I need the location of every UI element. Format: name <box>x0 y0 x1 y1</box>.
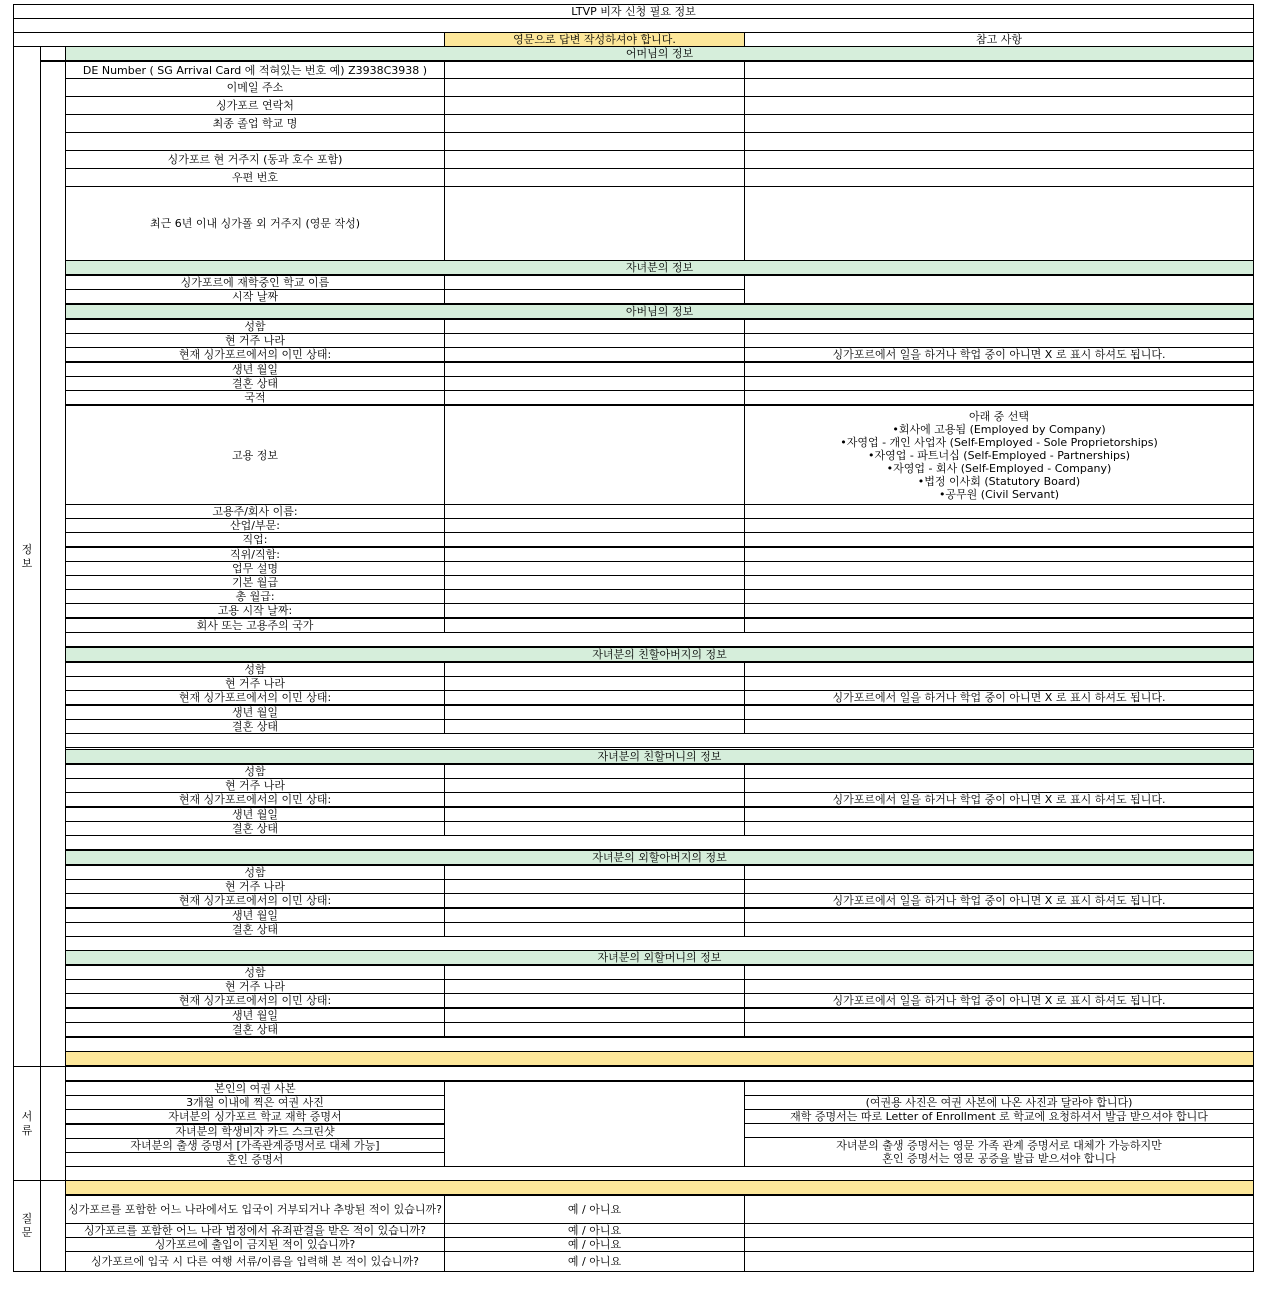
child-start-date-answer-field[interactable] <box>444 289 745 304</box>
relative-2-dob-label: 생년 월일 <box>65 908 445 923</box>
relative-0-name-label: 성함 <box>65 662 445 677</box>
relative-2-name-answer-field[interactable] <box>444 865 745 880</box>
question-convicted-answer[interactable]: 예 / 아니요 <box>444 1223 745 1238</box>
relative-2-dob-note <box>744 908 1254 923</box>
relative-0-name-answer-field[interactable] <box>444 662 745 677</box>
relative-0-name-note <box>744 662 1254 677</box>
doc-student-pass: 자녀분의 학생비자 카드 스크린샷 <box>65 1124 445 1139</box>
docs-answer-area[interactable] <box>444 1081 745 1167</box>
position-answer-field[interactable] <box>444 547 745 562</box>
relative-3-dob-answer-field[interactable] <box>444 1008 745 1023</box>
relative-1-country-note <box>744 778 1254 793</box>
relative-2-country-answer-field[interactable] <box>444 879 745 894</box>
separator-yellow-2 <box>65 1180 1254 1195</box>
relative-1-name-label: 성함 <box>65 764 445 779</box>
mother-section-header: 어머님의 정보 <box>65 46 1254 61</box>
father-status-note: 싱가포르에서 일을 하거나 학업 중이 아니면 X 로 표시 하셔도 됩니다. <box>744 347 1254 362</box>
relative-1-dob-note <box>744 807 1254 822</box>
total-salary-note <box>744 589 1254 604</box>
relative-1-dob-answer-field[interactable] <box>444 807 745 822</box>
father-employment-note: 아래 중 선택 •회사에 고용됨 (Employed by Company) •자영업 - 개인 사업자 (Self-Employed - Sole Proprietorships) •자영업 - 파트너십 (Self-Employed - Partnerships) •자영업 - 회사 (Self-Employed - Company) •법정 이사회 (Statutory Board) •공무원 (Civil Servant) <box>744 405 1254 505</box>
blank-row <box>65 835 1254 850</box>
last-school-answer-field[interactable] <box>444 114 745 133</box>
relative-0-country-answer-field[interactable] <box>444 676 745 691</box>
relative-1-status-label: 현재 싱가포르에서의 이민 상태: <box>65 792 445 807</box>
relative-2-status-answer-field[interactable] <box>444 893 745 908</box>
relative-2-marital-label: 결혼 상태 <box>65 922 445 937</box>
sg-address-label: 싱가포르 현 거주지 (동과 호수 포함) <box>65 150 445 169</box>
father-marital-label: 결혼 상태 <box>65 376 445 391</box>
position-note <box>744 547 1254 562</box>
base-salary-label: 기본 월급 <box>65 575 445 590</box>
father-employment-answer-field[interactable] <box>444 405 745 505</box>
employer-name-note <box>744 504 1254 519</box>
relative-0-dob-answer-field[interactable] <box>444 705 745 720</box>
employer-name-answer-field[interactable] <box>444 504 745 519</box>
relative-0-status-note: 싱가포르에서 일을 하거나 학업 중이 아니면 X 로 표시 하셔도 됩니다. <box>744 690 1254 705</box>
relative-3-marital-answer-field[interactable] <box>444 1022 745 1037</box>
note-column-header: 참고 사항 <box>744 32 1254 47</box>
de-number-label: DE Number ( SG Arrival Card 에 적혀있는 번호 예) Z3938C3938 ) <box>65 61 445 79</box>
relative-2-dob-answer-field[interactable] <box>444 908 745 923</box>
duties-label: 업무 설명 <box>65 561 445 576</box>
relative-2-status-note: 싱가포르에서 일을 하거나 학업 중이 아니면 X 로 표시 하셔도 됩니다. <box>744 893 1254 908</box>
duties-answer-field[interactable] <box>444 561 745 576</box>
question-other-documents-label: 싱가포르에 입국 시 다른 여행 서류/이름을 입력해 본 적이 있습니까? <box>65 1251 445 1272</box>
employer-country-answer-field[interactable] <box>444 618 745 633</box>
doc-passport-photo: 3개월 이내에 찍은 여권 사진 <box>65 1095 445 1110</box>
blank-row <box>65 936 1254 951</box>
sg-contact-answer-field[interactable] <box>444 96 745 115</box>
sg-contact-note <box>744 96 1254 115</box>
relative-0-dob-note <box>744 705 1254 720</box>
child-school-label: 싱가포르에 재학중인 학교 이름 <box>65 275 445 290</box>
relative-0-marital-answer-field[interactable] <box>444 719 745 734</box>
doc-enrollment: 자녀분의 싱가포르 학교 재학 증명서 <box>65 1109 445 1124</box>
relative-3-country-label: 현 거주 나라 <box>65 979 445 994</box>
father-name-label: 성함 <box>65 319 445 334</box>
relative-0-section-header: 자녀분의 친할아버지의 정보 <box>65 647 1254 662</box>
doc-passport-copy: 본인의 여권 사본 <box>65 1081 445 1096</box>
employ-start-label: 고용 시작 날짜: <box>65 603 445 618</box>
relative-0-status-label: 현재 싱가포르에서의 이민 상태: <box>65 690 445 705</box>
child-note <box>744 275 1254 304</box>
blank-1-note <box>744 132 1254 151</box>
email-label: 이메일 주소 <box>65 78 445 97</box>
relative-3-section-header: 자녀분의 외할머니의 정보 <box>65 950 1254 965</box>
child-start-date-label: 시작 날짜 <box>65 289 445 304</box>
father-name-note <box>744 319 1254 334</box>
relative-0-status-answer-field[interactable] <box>444 690 745 705</box>
employer-country-label: 회사 또는 고용주의 국가 <box>65 618 445 633</box>
relative-2-name-note <box>744 865 1254 880</box>
last-school-label: 최종 졸업 학교 명 <box>65 114 445 133</box>
relative-3-dob-note <box>744 1008 1254 1023</box>
father-country-answer-field[interactable] <box>444 333 745 348</box>
relative-1-name-answer-field[interactable] <box>444 764 745 779</box>
header-blank <box>13 32 445 47</box>
relative-3-name-answer-field[interactable] <box>444 965 745 980</box>
relative-2-country-label: 현 거주 나라 <box>65 879 445 894</box>
question-banned-note <box>744 1237 1254 1252</box>
father-dob-answer-field[interactable] <box>444 362 745 377</box>
past-address-note <box>744 186 1254 261</box>
father-nationality-label: 국적 <box>65 390 445 405</box>
de-number-answer-field[interactable] <box>444 61 745 79</box>
father-status-label: 현재 싱가포르에서의 이민 상태: <box>65 347 445 362</box>
relative-0-country-note <box>744 676 1254 691</box>
relative-1-marital-answer-field[interactable] <box>444 821 745 836</box>
relative-3-marital-note <box>744 1022 1254 1037</box>
blank-row <box>65 733 1254 748</box>
postal-code-label: 우편 번호 <box>65 168 445 187</box>
father-nationality-note <box>744 390 1254 405</box>
father-country-label: 현 거주 나라 <box>65 333 445 348</box>
question-other-documents-note <box>744 1251 1254 1272</box>
doc-note-blank <box>744 1081 1254 1096</box>
question-convicted-label: 싱가포르를 포함한 어느 나라 법정에서 유죄판결을 받은 적이 있습니까? <box>65 1223 445 1238</box>
visa-form-sheet <box>13 4 1253 1271</box>
relative-2-status-label: 현재 싱가포르에서의 이민 상태: <box>65 893 445 908</box>
email-answer-field[interactable] <box>444 78 745 97</box>
total-salary-label: 총 월급: <box>65 589 445 604</box>
father-nationality-answer-field[interactable] <box>444 390 745 405</box>
spacer-row <box>13 18 1254 33</box>
relative-0-dob-label: 생년 월일 <box>65 705 445 720</box>
relative-0-marital-label: 결혼 상태 <box>65 719 445 734</box>
info-side-label: 정 보 <box>13 46 41 1067</box>
father-status-answer-field[interactable] <box>444 347 745 362</box>
relative-1-status-note: 싱가포르에서 일을 하거나 학업 중이 아니면 X 로 표시 하셔도 됩니다. <box>744 792 1254 807</box>
relative-0-marital-note <box>744 719 1254 734</box>
gutter-questions <box>40 1180 66 1272</box>
separator-yellow <box>65 1051 1254 1066</box>
questions-side-label: 질 문 <box>13 1180 41 1272</box>
docs-blank-row <box>65 1066 1254 1081</box>
docs-bottom-blank <box>65 1166 1254 1181</box>
employer-name-label: 고용주/회사 이름: <box>65 504 445 519</box>
employ-start-note <box>744 603 1254 618</box>
total-salary-answer-field[interactable] <box>444 589 745 604</box>
child-school-answer-field[interactable] <box>444 275 745 290</box>
position-label: 직위/직함: <box>65 547 445 562</box>
child-section-header: 자녀분의 정보 <box>65 260 1254 275</box>
relative-3-status-note: 싱가포르에서 일을 하거나 학업 중이 아니면 X 로 표시 하셔도 됩니다. <box>744 993 1254 1008</box>
relative-1-marital-note <box>744 821 1254 836</box>
relative-3-marital-label: 결혼 상태 <box>65 1022 445 1037</box>
base-salary-note <box>744 575 1254 590</box>
relative-3-status-label: 현재 싱가포르에서의 이민 상태: <box>65 993 445 1008</box>
blank-1-answer-field[interactable] <box>444 132 745 151</box>
relative-3-status-answer-field[interactable] <box>444 993 745 1008</box>
relative-2-name-label: 성함 <box>65 865 445 880</box>
father-name-answer-field[interactable] <box>444 319 745 334</box>
doc-note-blank-2 <box>744 1123 1254 1138</box>
relative-2-section-header: 자녀분의 외할아버지의 정보 <box>65 850 1254 865</box>
industry-label: 산업/부문: <box>65 518 445 533</box>
gutter-info <box>40 61 66 1067</box>
industry-answer-field[interactable] <box>444 518 745 533</box>
employer-country-note <box>744 618 1254 633</box>
postal-code-answer-field[interactable] <box>444 168 745 187</box>
father-employment-label: 고용 정보 <box>65 405 445 505</box>
docs-side-label: 서 류 <box>13 1066 41 1181</box>
blank-row <box>65 1037 1254 1052</box>
sg-address-answer-field[interactable] <box>444 150 745 169</box>
question-banned-answer[interactable]: 예 / 아니요 <box>444 1237 745 1252</box>
employ-start-answer-field[interactable] <box>444 603 745 618</box>
last-school-note <box>744 114 1254 133</box>
relative-1-country-label: 현 거주 나라 <box>65 778 445 793</box>
father-dob-note <box>744 362 1254 377</box>
relative-3-dob-label: 생년 월일 <box>65 1008 445 1023</box>
relative-1-dob-label: 생년 월일 <box>65 807 445 822</box>
relative-2-country-note <box>744 879 1254 894</box>
relative-1-name-note <box>744 764 1254 779</box>
email-note <box>744 78 1254 97</box>
past-address-answer-field[interactable] <box>444 186 745 261</box>
father-marital-answer-field[interactable] <box>444 376 745 391</box>
industry-note <box>744 518 1254 533</box>
blank-1-label <box>65 132 445 151</box>
doc-birth-cert: 자녀분의 출생 증명서 [가족관계증명서로 대체 가능] <box>65 1138 445 1153</box>
question-refused-entry-note <box>744 1195 1254 1224</box>
question-other-documents-answer[interactable]: 예 / 아니요 <box>444 1251 745 1272</box>
father-marital-note <box>744 376 1254 391</box>
postal-code-note <box>744 168 1254 187</box>
relative-2-marital-answer-field[interactable] <box>444 922 745 937</box>
relative-1-country-answer-field[interactable] <box>444 778 745 793</box>
question-banned-label: 싱가포르에 출입이 금지된 적이 있습니까? <box>65 1237 445 1252</box>
relative-1-marital-label: 결혼 상태 <box>65 821 445 836</box>
relative-3-country-note <box>744 979 1254 994</box>
father-dob-label: 생년 월일 <box>65 362 445 377</box>
relative-0-country-label: 현 거주 나라 <box>65 676 445 691</box>
question-refused-entry-answer[interactable]: 예 / 아니요 <box>444 1195 745 1224</box>
relative-3-name-note <box>744 965 1254 980</box>
gutter-docs <box>40 1066 66 1181</box>
sg-address-note <box>744 150 1254 169</box>
relative-1-status-answer-field[interactable] <box>444 792 745 807</box>
question-refused-entry-label: 싱가포르를 포함한 어느 나라에서도 입국이 거부되거나 추방된 적이 있습니까? <box>65 1195 445 1224</box>
relative-1-section-header: 자녀분의 친할머니의 정보 <box>65 749 1254 764</box>
question-convicted-note <box>744 1223 1254 1238</box>
de-number-note <box>744 61 1254 79</box>
relative-3-country-answer-field[interactable] <box>444 979 745 994</box>
father-country-note <box>744 333 1254 348</box>
job-note <box>744 532 1254 547</box>
job-answer-field[interactable] <box>444 532 745 547</box>
relative-2-marital-note <box>744 922 1254 937</box>
duties-note <box>744 561 1254 576</box>
answer-column-header: 영문으로 답변 작성하셔야 합니다. <box>444 32 745 47</box>
blank-row <box>65 632 1254 647</box>
birth-cert-note: 자녀분의 출생 증명서는 영문 가족 관계 증명서로 대체가 가능하지만 혼인 증명서는 영문 공증을 발급 받으셔야 합니다 <box>744 1137 1254 1167</box>
past-address-label: 최근 6년 이내 싱가폴 외 거주지 (영문 작성) <box>65 186 445 261</box>
doc-marriage-cert: 혼인 증명서 <box>65 1152 445 1167</box>
relative-3-name-label: 성함 <box>65 965 445 980</box>
sg-contact-label: 싱가포르 연락처 <box>65 96 445 115</box>
photo-note: (여권용 사진은 여권 사본에 나온 사진과 달라야 합니다) <box>744 1095 1254 1110</box>
father-section-header: 아버님의 정보 <box>65 304 1254 319</box>
base-salary-answer-field[interactable] <box>444 575 745 590</box>
gutter-top <box>40 46 66 61</box>
enrollment-note: 재학 증명서는 따로 Letter of Enrollment 로 학교에 요청하셔서 발급 받으셔야 합니다 <box>744 1109 1254 1124</box>
job-label: 직업: <box>65 532 445 547</box>
form-title: LTVP 비자 신청 필요 정보 <box>13 4 1254 19</box>
